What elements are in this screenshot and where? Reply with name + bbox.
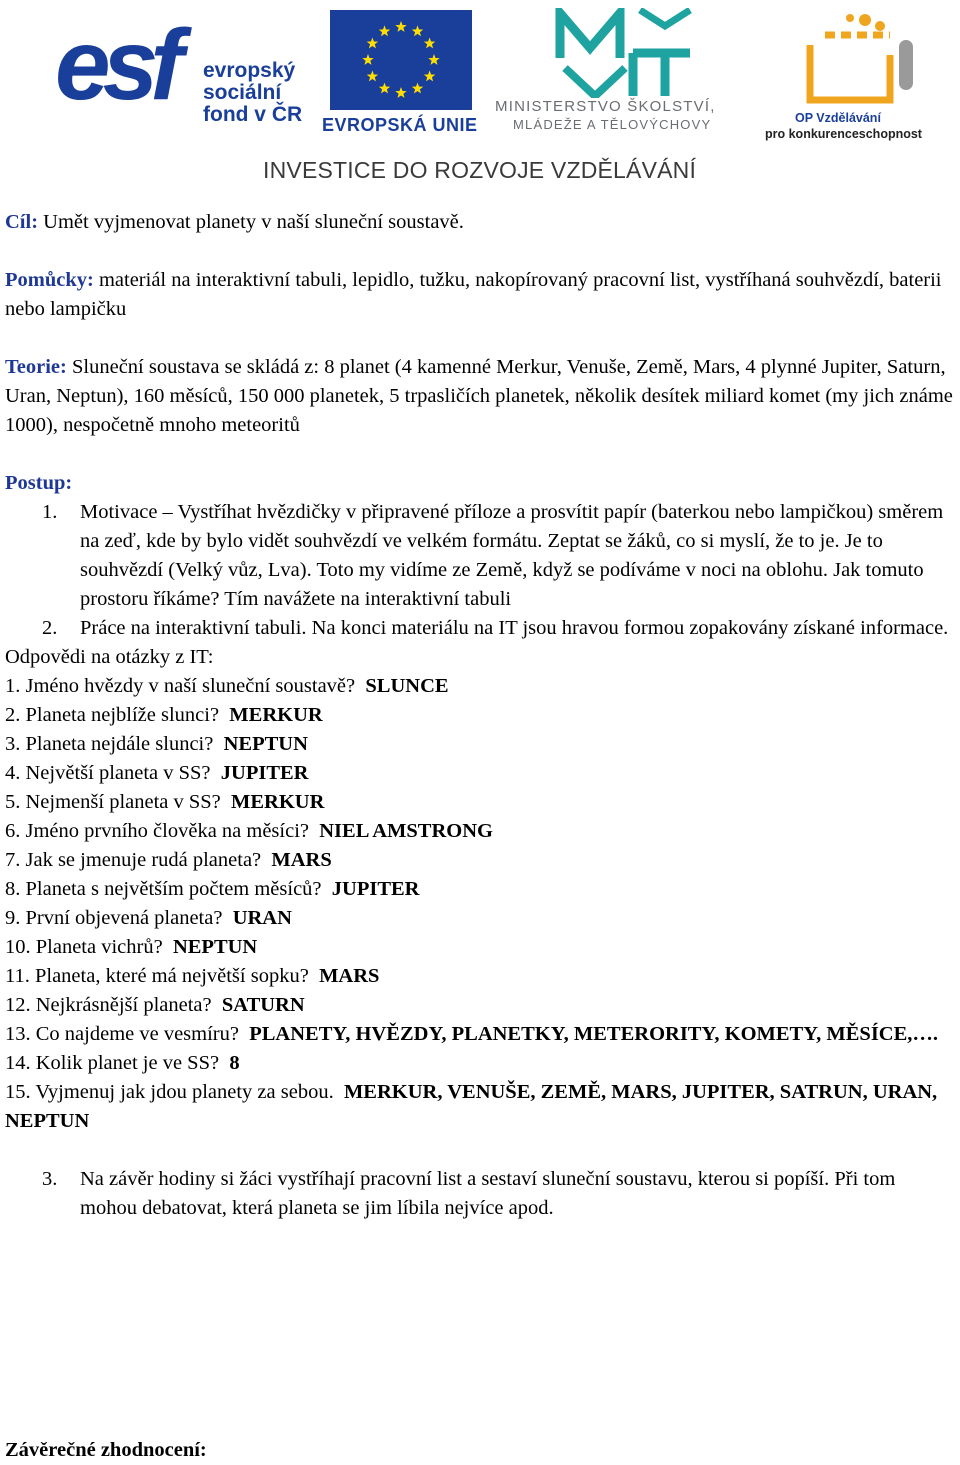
question-text: 3. Planeta nejdále slunci? <box>5 733 214 755</box>
question-text: 14. Kolik planet je ve SS? <box>5 1052 220 1074</box>
answer-text: MERKUR <box>231 791 325 813</box>
esf-text-line: evropský <box>203 59 296 82</box>
step-1 <box>5 498 955 614</box>
question-text: 10. Planeta vichrů? <box>5 936 163 958</box>
op-logo-text <box>765 110 955 142</box>
esf-text-line: fond v ČR <box>203 103 303 126</box>
answer-item <box>5 962 955 991</box>
answer-item <box>5 1020 955 1049</box>
step-text: Motivace – Vystříhat hvězdičky v připravené příloze a prosvítit papír (baterkou nebo lampičkou) směrem na zeď, kde by bylo vidět souhvězdí ve velkém formátu. Zeptat se žáků, co si myslí, že to je. Je to souhvězdí (Velký vůz, Lva). Toto my vidíme ze Země, když se podíváme v noci na oblohu. Jak tomuto prostoru říkáme? Tím navážete na interaktivní tabuli <box>80 501 944 610</box>
answer-text: NEPTUN <box>223 733 308 755</box>
answer-item <box>5 904 955 933</box>
msmt-logo-icon <box>555 8 695 98</box>
answer-text: MARS <box>319 965 380 987</box>
answer-text: SLUNCE <box>365 675 449 697</box>
answer-text: NEPTUN <box>172 936 258 958</box>
pomucky-paragraph <box>5 266 955 324</box>
answer-text: SATURN <box>221 994 305 1016</box>
question-text: 11. Planeta, které má největší sopku? <box>5 965 309 987</box>
answer-item <box>5 846 955 875</box>
pomucky-text: materiál na interaktivní tabuli, lepidlo, tužku, nakopírovaný pracovní list, vystříhaná souhvězdí, baterii nebo lampičku <box>5 269 942 320</box>
question-text: 6. Jméno prvního člověka na měsíci? <box>5 820 309 842</box>
msmt-text-line: MINISTERSTVO ŠKOLSTVÍ, <box>495 98 716 115</box>
answer-item <box>5 759 955 788</box>
answer-text: NIEL AMSTRONG <box>319 820 493 842</box>
esf-text-line: sociální <box>203 81 282 104</box>
question-text: 9. První objevená planeta? <box>5 907 223 929</box>
answer-item <box>5 817 955 846</box>
question-text: 8. Planeta s největším počtem měsíců? <box>5 878 322 900</box>
document-body <box>5 208 955 1223</box>
step-text: Práce na interaktivní tabuli. Na konci materiálu na IT jsou hravou formou zopakovány získané informace. <box>80 617 949 639</box>
question-text: 1. Jméno hvězdy v naší sluneční soustavě? <box>5 675 356 697</box>
step-2 <box>5 614 955 643</box>
teorie-text: Sluneční soustava se skládá z: 8 planet (4 kamenné Merkur, Venuše, Země, Mars, 4 plynné Jupiter, Saturn, Uran, Neptun), 160 měsíců, 150 000 planetek, 5 trpasličích planetek, několik desítek miliard komet (my jich známe 1000), nespočetně mnoho meteoritů <box>5 356 953 436</box>
answer-item <box>5 875 955 904</box>
postup-heading: Postup: <box>5 472 73 494</box>
answer-text: JUPITER <box>331 878 420 900</box>
question-text: 15. Vyjmenuj jak jdou planety za sebou. <box>5 1081 334 1103</box>
step-text: Na závěr hodiny si žáci vystříhají pracovní list a sestaví sluneční soustavu, kterou si popíší. Při tom mohou debatovat, která planeta se jim líbila nejvíce apod. <box>80 1168 896 1219</box>
msmt-text-line: MLÁDEŽE A TĚLOVÝCHOVY <box>513 117 712 132</box>
msmt-logo-text <box>495 98 757 134</box>
answer-item <box>5 1049 955 1078</box>
answer-item <box>5 672 955 701</box>
question-text: 2. Planeta nejblíže slunci? <box>5 704 220 726</box>
logo-header <box>0 0 960 200</box>
answer-item <box>5 933 955 962</box>
answer-item <box>5 991 955 1020</box>
answer-item <box>5 788 955 817</box>
step-number: 3. <box>42 1168 58 1190</box>
answer-item <box>5 1078 955 1136</box>
pomucky-label: Pomůcky: <box>5 269 94 291</box>
answer-text: 8 <box>229 1052 240 1074</box>
question-text: 12. Nejkrásnější planeta? <box>5 994 212 1016</box>
answer-text: JUPITER <box>220 762 309 784</box>
step-number: 2. <box>42 617 58 639</box>
teorie-paragraph <box>5 353 955 440</box>
step-number: 1. <box>42 501 58 523</box>
question-text: 4. Největší planeta v SS? <box>5 762 211 784</box>
cil-paragraph <box>5 208 955 237</box>
investice-tagline: INVESTICE DO ROZVOJE VZDĚLÁVÁNÍ <box>263 157 697 183</box>
answer-text: MARS <box>271 849 332 871</box>
answer-text: URAN <box>232 907 292 929</box>
answer-text: MERKUR <box>229 704 323 726</box>
op-logo-icon <box>795 10 920 110</box>
cil-label: Cíl: <box>5 211 39 233</box>
eu-flag-icon <box>330 10 472 110</box>
answers-list <box>5 672 955 1136</box>
esf-logo-text <box>203 60 333 126</box>
teorie-label: Teorie: <box>5 356 67 378</box>
answer-text: MERKUR, VENUŠE, ZEMĚ, MARS, JUPITER, SATRUN, URAN, NEPTUN <box>5 1081 938 1132</box>
esf-logo: esf <box>55 9 176 121</box>
eu-logo-text: EVROPSKÁ UNIE <box>322 115 478 135</box>
op-text-line: OP Vzdělávání <box>795 111 881 125</box>
odpovedi-heading: Odpovědi na otázky z IT: <box>5 646 214 668</box>
step-3 <box>5 1165 955 1223</box>
answer-item <box>5 730 955 759</box>
cil-text: Umět vyjmenovat planety v naší sluneční soustavě. <box>38 211 464 233</box>
zaverecne-heading: Závěrečné zhodnocení: <box>5 1439 207 1461</box>
question-text: 13. Co najdeme ve vesmíru? <box>5 1023 239 1045</box>
answer-item <box>5 701 955 730</box>
question-text: 5. Nejmenší planeta v SS? <box>5 791 221 813</box>
answer-text: PLANETY, HVĚZDY, PLANETKY, METERORITY, KOMETY, MĚSÍCE,…. <box>249 1023 939 1045</box>
question-text: 7. Jak se jmenuje rudá planeta? <box>5 849 262 871</box>
op-text-line: pro konkurenceschopnost <box>765 127 922 141</box>
